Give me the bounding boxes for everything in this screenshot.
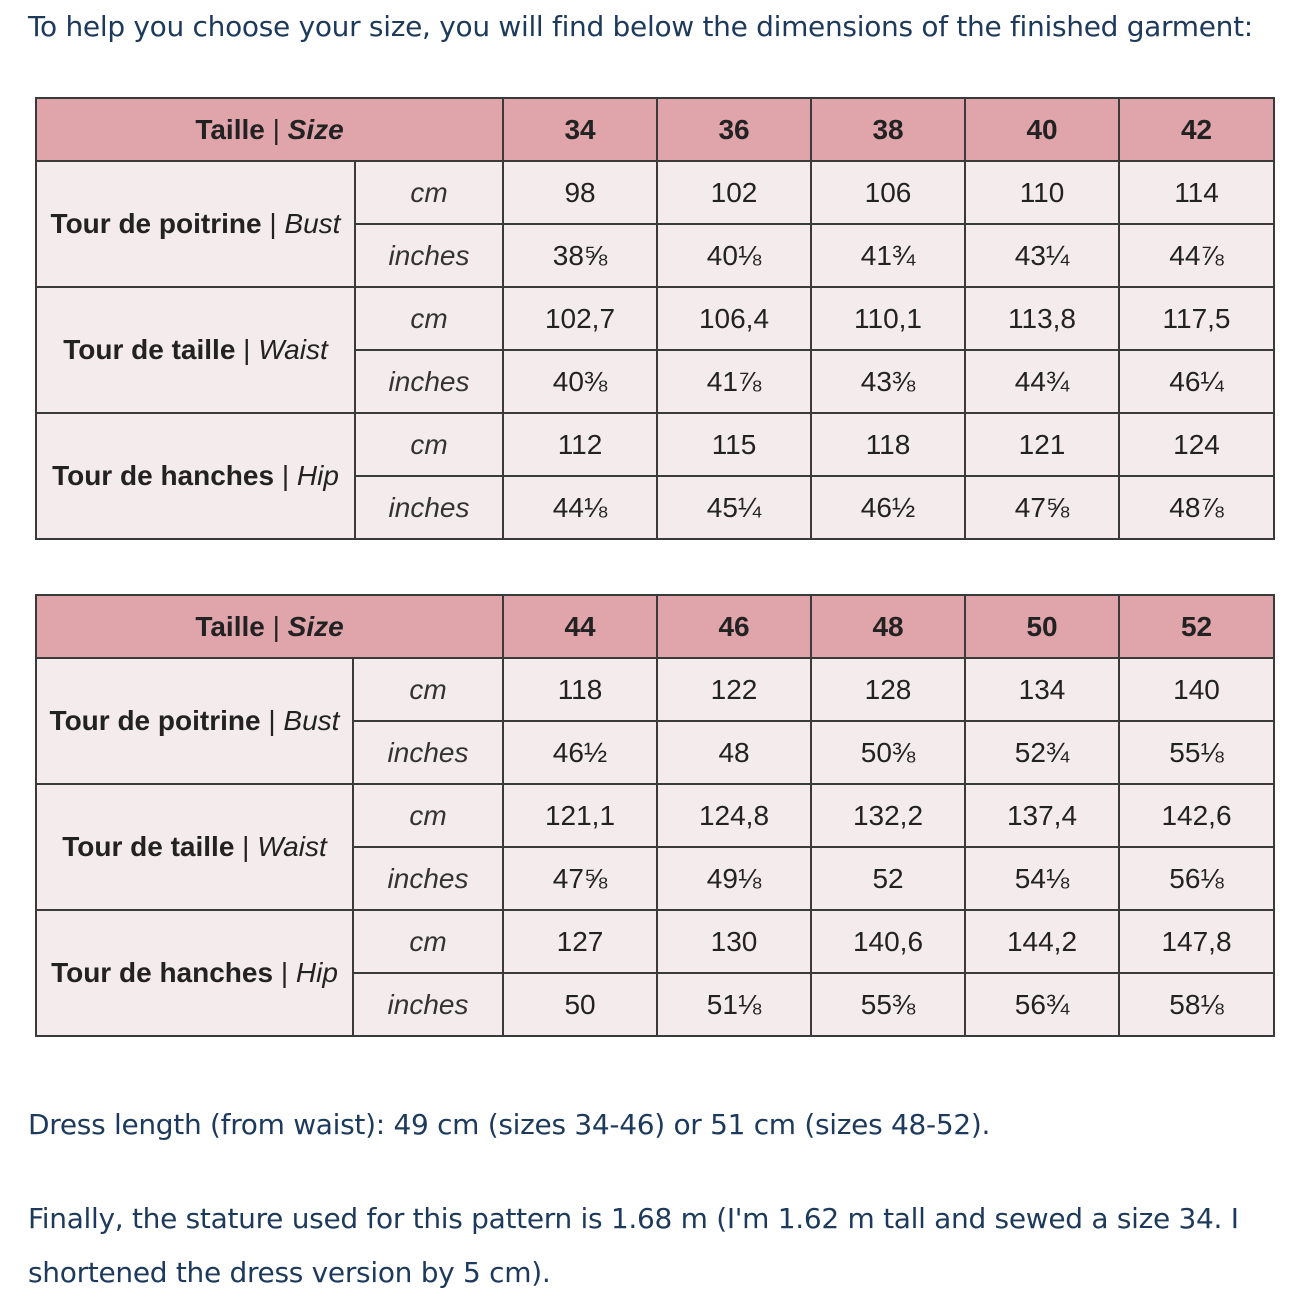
value-cell: 40⅛ <box>657 224 811 287</box>
value-cell: 40⅜ <box>503 350 657 413</box>
measurement-label: Tour de taille | Waist <box>36 784 353 910</box>
value-cell: 110 <box>965 161 1119 224</box>
value-cell: 47⅝ <box>503 847 657 910</box>
unit-label: inches <box>355 350 503 413</box>
unit-label: inches <box>355 224 503 287</box>
value-cell: 98 <box>503 161 657 224</box>
size-header: 34 <box>503 98 657 161</box>
value-cell: 102 <box>657 161 811 224</box>
size-header: 38 <box>811 98 965 161</box>
value-cell: 118 <box>811 413 965 476</box>
value-cell: 50 <box>503 973 657 1036</box>
table-header-row <box>36 595 1274 658</box>
value-cell: 137,4 <box>965 784 1119 847</box>
value-cell: 44⅞ <box>1119 224 1274 287</box>
size-header: 46 <box>657 595 811 658</box>
unit-label: cm <box>353 658 503 721</box>
unit-label: cm <box>355 413 503 476</box>
value-cell: 110,1 <box>811 287 965 350</box>
value-cell: 44⅛ <box>503 476 657 539</box>
value-cell: 41¾ <box>811 224 965 287</box>
value-cell: 124,8 <box>657 784 811 847</box>
table-row <box>36 658 1274 721</box>
value-cell: 51⅛ <box>657 973 811 1036</box>
value-cell: 52 <box>811 847 965 910</box>
unit-label: inches <box>355 476 503 539</box>
value-cell: 52¾ <box>965 721 1119 784</box>
value-cell: 115 <box>657 413 811 476</box>
value-cell: 106 <box>811 161 965 224</box>
value-cell: 132,2 <box>811 784 965 847</box>
size-header: 36 <box>657 98 811 161</box>
value-cell: 118 <box>503 658 657 721</box>
value-cell: 122 <box>657 658 811 721</box>
measurement-label: Tour de taille | Waist <box>36 287 355 413</box>
value-cell: 58⅛ <box>1119 973 1274 1036</box>
unit-label: cm <box>355 161 503 224</box>
value-cell: 102,7 <box>503 287 657 350</box>
size-table-2 <box>35 594 1275 1037</box>
value-cell: 147,8 <box>1119 910 1274 973</box>
value-cell: 112 <box>503 413 657 476</box>
size-label-header: Taille | Size <box>36 98 503 161</box>
value-cell: 43¼ <box>965 224 1119 287</box>
unit-label: cm <box>353 910 503 973</box>
value-cell: 41⅞ <box>657 350 811 413</box>
table-row <box>36 161 1274 224</box>
value-cell: 140,6 <box>811 910 965 973</box>
measurement-label: Tour de poitrine | Bust <box>36 658 353 784</box>
value-cell: 114 <box>1119 161 1274 224</box>
measurement-label: Tour de poitrine | Bust <box>36 161 355 287</box>
value-cell: 140 <box>1119 658 1274 721</box>
value-cell: 45¼ <box>657 476 811 539</box>
value-cell: 44¾ <box>965 350 1119 413</box>
measurement-label: Tour de hanches | Hip <box>36 910 353 1036</box>
size-header: 48 <box>811 595 965 658</box>
value-cell: 142,6 <box>1119 784 1274 847</box>
size-header: 44 <box>503 595 657 658</box>
value-cell: 106,4 <box>657 287 811 350</box>
value-cell: 113,8 <box>965 287 1119 350</box>
value-cell: 121,1 <box>503 784 657 847</box>
value-cell: 121 <box>965 413 1119 476</box>
value-cell: 124 <box>1119 413 1274 476</box>
table-row <box>36 910 1274 973</box>
value-cell: 50⅜ <box>811 721 965 784</box>
value-cell: 134 <box>965 658 1119 721</box>
value-cell: 144,2 <box>965 910 1119 973</box>
unit-label: cm <box>355 287 503 350</box>
stature-note: Finally, the stature used for this pattern is 1.68 m (I'm 1.62 m tall and sewed a size 34. I shortened the dress version by 5 cm). <box>28 1202 1239 1289</box>
value-cell: 127 <box>503 910 657 973</box>
unit-label: inches <box>353 973 503 1036</box>
value-cell: 48⅞ <box>1119 476 1274 539</box>
value-cell: 54⅛ <box>965 847 1119 910</box>
size-label-header: Taille | Size <box>36 595 503 658</box>
value-cell: 128 <box>811 658 965 721</box>
dress-length-note: Dress length (from waist): 49 cm (sizes 34-46) or 51 cm (sizes 48-52). <box>28 1108 991 1141</box>
unit-label: inches <box>353 847 503 910</box>
value-cell: 46½ <box>503 721 657 784</box>
table-row <box>36 287 1274 350</box>
value-cell: 38⅝ <box>503 224 657 287</box>
value-cell: 46¼ <box>1119 350 1274 413</box>
table-row <box>36 413 1274 476</box>
value-cell: 49⅛ <box>657 847 811 910</box>
table-header-row <box>36 98 1274 161</box>
value-cell: 55⅛ <box>1119 721 1274 784</box>
value-cell: 43⅜ <box>811 350 965 413</box>
value-cell: 117,5 <box>1119 287 1274 350</box>
size-header: 50 <box>965 595 1119 658</box>
value-cell: 56⅛ <box>1119 847 1274 910</box>
size-header: 52 <box>1119 595 1274 658</box>
intro-text: To help you choose your size, you will find below the dimensions of the finished garment: <box>28 10 1253 43</box>
value-cell: 48 <box>657 721 811 784</box>
value-cell: 46½ <box>811 476 965 539</box>
size-table-1 <box>35 97 1275 540</box>
value-cell: 47⅝ <box>965 476 1119 539</box>
size-header: 42 <box>1119 98 1274 161</box>
size-header: 40 <box>965 98 1119 161</box>
table-row <box>36 784 1274 847</box>
measurement-label: Tour de hanches | Hip <box>36 413 355 539</box>
value-cell: 55⅜ <box>811 973 965 1036</box>
value-cell: 56¾ <box>965 973 1119 1036</box>
unit-label: cm <box>353 784 503 847</box>
value-cell: 130 <box>657 910 811 973</box>
unit-label: inches <box>353 721 503 784</box>
